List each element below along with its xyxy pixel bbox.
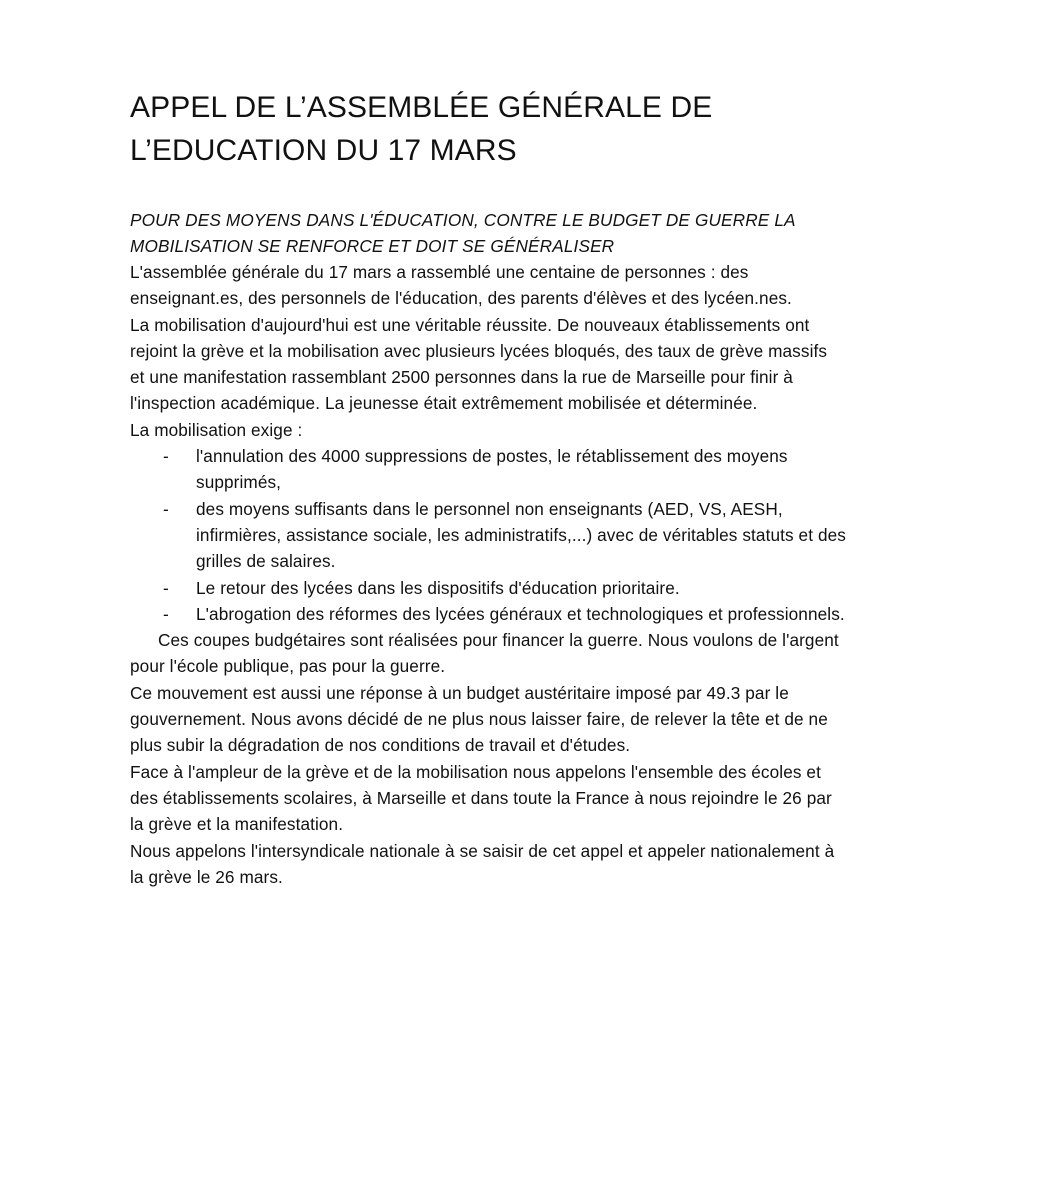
text-line: L'assemblée générale du 17 mars a rassemblé une centaine de personnes : des bbox=[130, 262, 749, 282]
text-line: supprimés, bbox=[196, 472, 282, 493]
text-line: enseignant.es, des personnels de l'éducation, des parents d'élèves et des lycéen.nes. bbox=[130, 288, 792, 309]
paragraph-call-to-join bbox=[130, 759, 950, 838]
document-page bbox=[130, 86, 950, 890]
bullet-dash: - bbox=[163, 577, 169, 598]
demands-list bbox=[130, 443, 950, 627]
paragraph-budget-cuts bbox=[130, 627, 950, 680]
subtitle-line: MOBILISATION SE RENFORCE ET DOIT SE GÉNÉRALISER bbox=[130, 236, 615, 256]
text-line: l'inspection académique. La jeunesse était extrêmement mobilisée et déterminée. bbox=[130, 393, 758, 414]
text-line: Nous appelons l'intersyndicale nationale à se saisir de cet appel et appeler nationalement à bbox=[130, 840, 835, 861]
text-line: et une manifestation rassemblant 2500 personnes dans la rue de Marseille pour finir à bbox=[130, 367, 793, 388]
demands-intro: La mobilisation exige : bbox=[130, 419, 303, 440]
list-item bbox=[130, 496, 950, 575]
title-line: APPEL DE L’ASSEMBLÉE GÉNÉRALE DE bbox=[130, 91, 713, 124]
text-line: l'annulation des 4000 suppressions de postes, le rétablissement des moyens bbox=[196, 446, 788, 467]
list-item bbox=[130, 601, 950, 627]
bullet-dash: - bbox=[163, 446, 169, 467]
paragraph-austerity bbox=[130, 680, 950, 759]
text-line: la grève le 26 mars. bbox=[130, 866, 283, 887]
subtitle-line: POUR DES MOYENS DANS L'ÉDUCATION, CONTRE LE BUDGET DE GUERRE LA bbox=[130, 210, 796, 230]
text-line: infirmières, assistance sociale, les administratifs,...) avec de véritables statuts et des bbox=[196, 524, 846, 545]
text-line: L'abrogation des réformes des lycées généraux et technologiques et professionnels. bbox=[196, 603, 845, 624]
text-line: la grève et la manifestation. bbox=[130, 814, 344, 835]
text-line: La mobilisation d'aujourd'hui est une véritable réussite. De nouveaux établissements ont bbox=[130, 314, 810, 335]
list-item bbox=[130, 575, 950, 601]
text-line: pour l'école publique, pas pour la guerre. bbox=[130, 656, 446, 677]
paragraph-intersyndicale bbox=[130, 838, 950, 891]
paragraph-attendance bbox=[130, 259, 950, 312]
text-line: des moyens suffisants dans le personnel non enseignants (AED, VS, AESH, bbox=[196, 498, 783, 519]
bullet-dash: - bbox=[163, 603, 169, 624]
text-line: des établissements scolaires, à Marseille et dans toute la France à nous rejoindre le 26 par bbox=[130, 787, 832, 808]
text-line: Ces coupes budgétaires sont réalisées pour financer la guerre. Nous voulons de l'argent bbox=[158, 630, 839, 651]
text-line: Ce mouvement est aussi une réponse à un budget austéritaire imposé par 49.3 par le bbox=[130, 682, 789, 703]
paragraph-success bbox=[130, 312, 950, 417]
text-line: Le retour des lycées dans les dispositifs d'éducation prioritaire. bbox=[196, 577, 680, 598]
text-line: Face à l'ampleur de la grève et de la mobilisation nous appelons l'ensemble des écoles et bbox=[130, 761, 821, 782]
document-subtitle bbox=[130, 207, 950, 259]
text-line: rejoint la grève et la mobilisation avec plusieurs lycées bloqués, des taux de grève massifs bbox=[130, 340, 828, 361]
list-item bbox=[130, 443, 950, 496]
document-title bbox=[130, 86, 950, 172]
text-line: grilles de salaires. bbox=[196, 551, 336, 572]
title-line: L’EDUCATION DU 17 MARS bbox=[130, 134, 517, 167]
bullet-dash: - bbox=[163, 498, 169, 519]
text-line: gouvernement. Nous avons décidé de ne plus nous laisser faire, de relever la tête et de ne bbox=[130, 709, 828, 730]
text-line: plus subir la dégradation de nos conditions de travail et d'études. bbox=[130, 735, 631, 756]
